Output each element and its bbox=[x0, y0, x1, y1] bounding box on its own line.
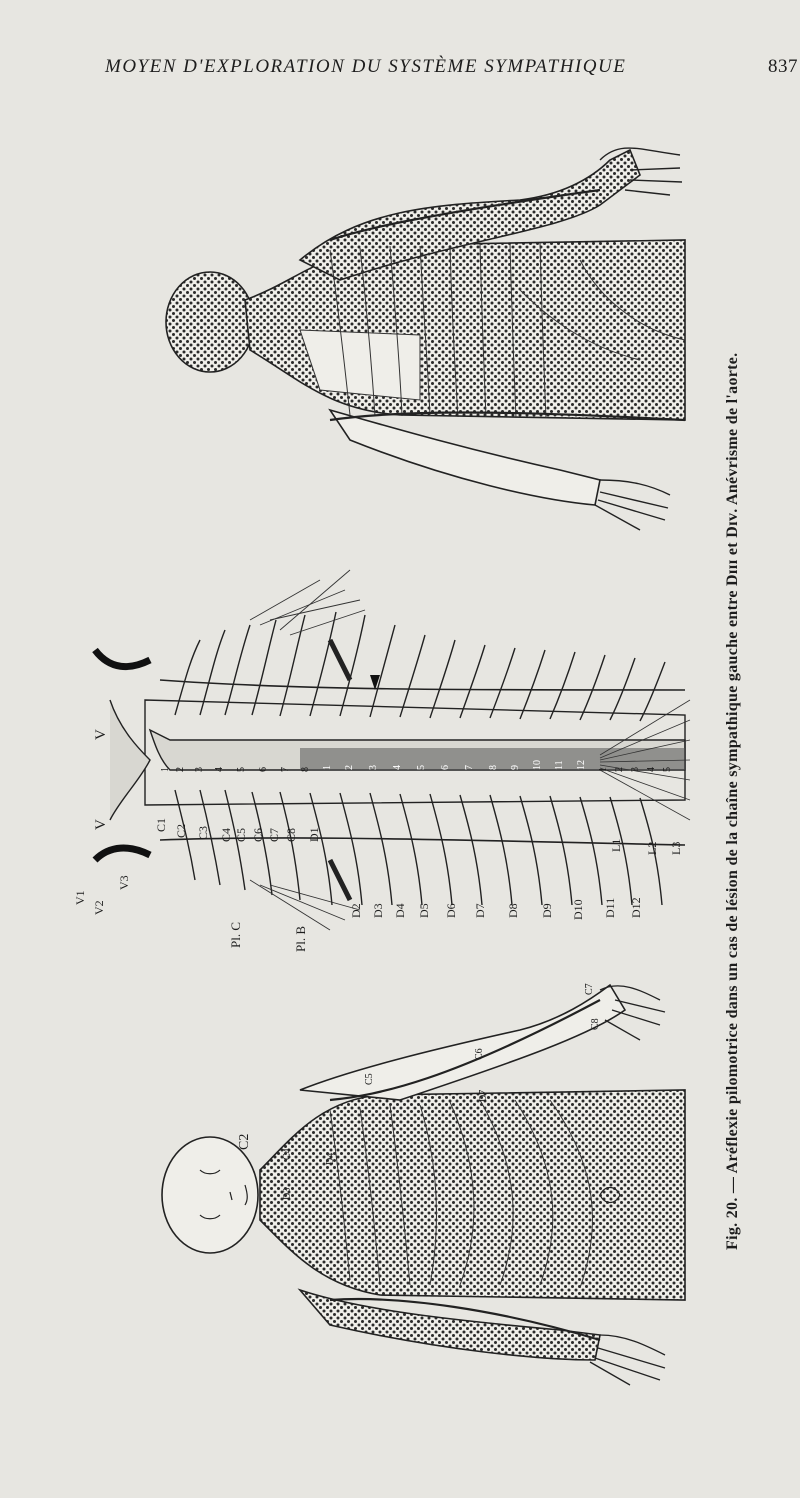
vert-c8: 8 bbox=[300, 767, 311, 772]
label-d7: D7 bbox=[473, 903, 487, 918]
back-head bbox=[166, 272, 254, 372]
label-d11: D11 bbox=[603, 897, 617, 918]
vert-d4: 4 bbox=[392, 765, 403, 770]
label-plexus-cervical: Pl. C bbox=[228, 921, 243, 948]
label-d9: D9 bbox=[540, 903, 554, 918]
vert-c6: 6 bbox=[258, 767, 269, 772]
label-c5: C5 bbox=[234, 827, 248, 842]
label-body-d7: D7 bbox=[478, 1089, 489, 1102]
label-c1: C1 bbox=[154, 817, 168, 832]
label-d6: D6 bbox=[444, 903, 458, 918]
label-body-c7: C7 bbox=[584, 983, 595, 995]
front-arm-top bbox=[300, 985, 625, 1100]
vert-l2: 2 bbox=[614, 767, 625, 772]
vert-c1: 1 bbox=[160, 767, 171, 772]
label-v2: V2 bbox=[92, 900, 106, 915]
label-d3: D3 bbox=[371, 903, 385, 918]
label-c6: C6 bbox=[251, 827, 265, 842]
label-d8: D8 bbox=[506, 903, 520, 918]
vert-d11: 11 bbox=[554, 760, 565, 770]
label-d4: D4 bbox=[393, 903, 407, 918]
label-c2: C2 bbox=[174, 823, 188, 838]
vert-l1: 1 bbox=[598, 767, 609, 772]
vert-d12: 12 bbox=[576, 760, 587, 770]
front-arm-bottom bbox=[300, 1290, 600, 1360]
vert-d3: 3 bbox=[368, 765, 379, 770]
vert-c7: 7 bbox=[280, 767, 291, 772]
label-d1: D1 bbox=[307, 827, 321, 842]
vert-c2: 2 bbox=[175, 767, 186, 772]
spinal-column-diagram bbox=[95, 570, 690, 930]
label-plexus-brachial: Pl. B bbox=[293, 925, 308, 952]
vert-d2: 2 bbox=[344, 765, 355, 770]
vert-d10: 10 bbox=[532, 760, 543, 770]
label-body-c6: C6 bbox=[474, 1048, 485, 1060]
label-d12: D12 bbox=[629, 897, 643, 918]
label-c3: C3 bbox=[196, 825, 210, 840]
label-body-d4: D4 bbox=[325, 1152, 336, 1165]
vert-l3: 3 bbox=[630, 767, 641, 772]
vert-c5: 5 bbox=[236, 767, 247, 772]
label-body-c2: C2 bbox=[237, 1133, 252, 1150]
running-title: MOYEN D'EXPLORATION DU SYSTÈME SYMPATHIQUE bbox=[105, 56, 627, 77]
label-d10: D10 bbox=[571, 899, 585, 920]
label-v3: V3 bbox=[117, 875, 131, 890]
vert-l4: 4 bbox=[646, 767, 657, 772]
vert-d7: 7 bbox=[464, 765, 475, 770]
figure-caption: Fig. 20. — Aréflexie pilomotrice dans un cas de lésion de la chaîne sympathique gauche entre Dɪɪɪ et Dɪᴠ. Anévrisme de l'aorte. bbox=[724, 352, 741, 1250]
label-c4: C4 bbox=[219, 827, 233, 842]
vert-c3: 3 bbox=[194, 767, 205, 772]
label-l3: L3 bbox=[669, 841, 683, 855]
front-head bbox=[162, 1137, 258, 1253]
label-d5: D5 bbox=[417, 903, 431, 918]
label-v-lower: V bbox=[93, 819, 109, 830]
label-l2: L2 bbox=[645, 841, 659, 855]
back-view-figure bbox=[166, 148, 685, 530]
label-v1: V1 bbox=[73, 890, 87, 905]
label-body-c5: C5 bbox=[364, 1073, 375, 1085]
label-body-c8: C8 bbox=[590, 1018, 601, 1030]
vert-d9: 9 bbox=[510, 765, 521, 770]
label-body-c4: C4 bbox=[282, 1148, 293, 1160]
vert-d6: 6 bbox=[440, 765, 451, 770]
label-v-upper: V bbox=[93, 729, 109, 740]
front-view-figure bbox=[162, 985, 685, 1385]
label-d2: D2 bbox=[349, 903, 363, 918]
label-l1: L1 bbox=[609, 838, 623, 852]
vert-l5: 5 bbox=[662, 767, 673, 772]
vert-d8: 8 bbox=[488, 765, 499, 770]
vert-d1: 1 bbox=[322, 765, 333, 770]
label-body-d3: D3 bbox=[282, 1187, 293, 1200]
vert-c4: 4 bbox=[214, 767, 225, 772]
label-c7: C7 bbox=[267, 827, 281, 842]
label-c8: C8 bbox=[284, 827, 298, 842]
page-number: 837 bbox=[768, 56, 798, 77]
front-torso bbox=[260, 1090, 685, 1300]
back-arm-bottom bbox=[330, 410, 600, 505]
vert-d5: 5 bbox=[416, 765, 427, 770]
